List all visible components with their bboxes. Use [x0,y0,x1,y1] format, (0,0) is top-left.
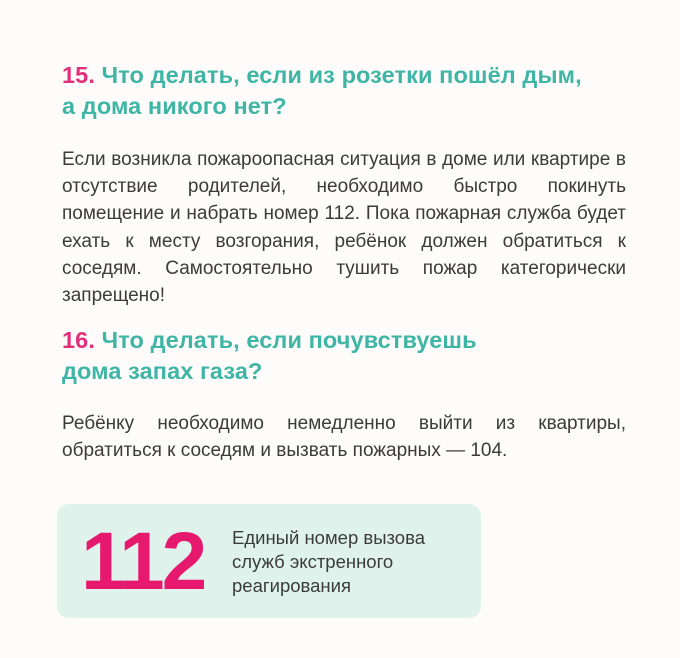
question-15-title-line1: Что делать, если из розетки пошёл дым, [94,62,582,88]
emergency-description-line3: реагирования [232,575,352,596]
question-16-title-line1: Что делать, если почувствуешь [94,327,477,353]
question-15-number: 15. [62,62,95,88]
emergency-description-line2: служб экстренного [232,551,394,572]
question-15-title-line2: а дома никого нет? [62,93,287,119]
question-15-answer: Если возникла пожароопасная ситуация в доме или квартире в отсутствие родителей, необходимо быстро покинуть помещение и набрать номер 112. Пока пожарная служба будет ехать к месту возгорания, ребёнок должен обратиться к соседям. Самостоятельно тушить пожар категорически запрещено! [62,149,626,307]
question-15-title [62,60,582,122]
question-16-title-line2: дома запах газа? [62,358,263,384]
emergency-number-box [57,504,481,618]
emergency-description-line1: Единый номер вызова [232,527,425,548]
emergency-number-description [232,526,472,598]
emergency-number: 112 [81,516,205,607]
question-16-title [62,325,477,387]
question-16-answer: Ребёнку необходимо немедленно выйти из квартиры, обратиться к соседям и вызвать пожарных — 104. [62,413,626,462]
question-16-number: 16. [62,327,95,353]
